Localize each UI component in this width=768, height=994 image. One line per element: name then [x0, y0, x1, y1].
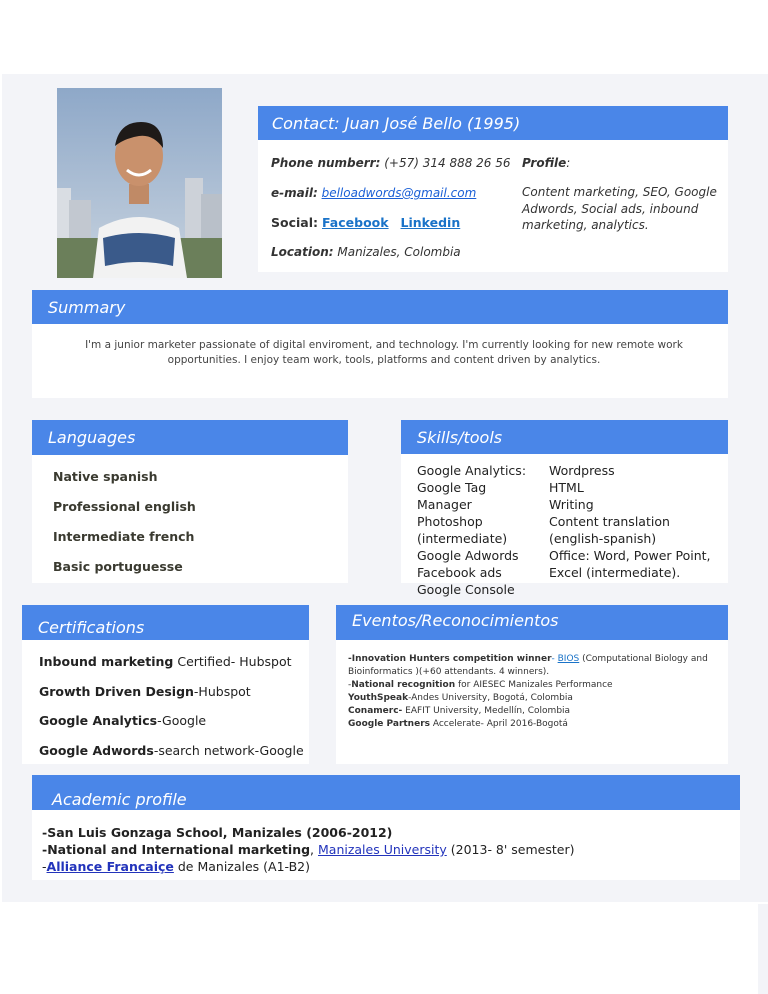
- cert-name: Google Adwords: [39, 742, 154, 758]
- summary-header: [32, 290, 728, 324]
- event-name: National recognition: [351, 680, 456, 690]
- academic-header: [32, 775, 740, 810]
- facebook-link[interactable]: Facebook: [322, 215, 389, 230]
- profile-photo-icon: [57, 88, 222, 278]
- language-item: Intermediate french: [53, 529, 195, 544]
- academic-sep: ,: [310, 842, 318, 857]
- skill-item: Facebook ads: [417, 565, 502, 580]
- profile-photo: [57, 88, 222, 278]
- events-list: [348, 653, 720, 731]
- skill-item: Google Console: [417, 582, 515, 597]
- certification-item: [39, 743, 307, 773]
- phone-value: (+57) 314 888 26 56: [380, 156, 511, 170]
- contact-header-text: Contact: Juan José Bello (1995): [272, 113, 521, 133]
- email-label: e-mail:: [271, 186, 318, 200]
- profile-text: Content marketing, SEO, Google Adwords, Social ads, inbound marketing, analytics.: [522, 185, 717, 232]
- skill-item: Office: Word, Power Point, Excel (intermediate).: [549, 548, 711, 580]
- certifications-header-text: Certifications: [38, 618, 145, 637]
- profile-label: Profile: [522, 156, 567, 170]
- event-name: Conamerc-: [348, 706, 403, 716]
- contact-header: [258, 106, 728, 140]
- contact-phone: [271, 156, 511, 170]
- languages-header: [32, 420, 348, 455]
- certifications-list: [39, 654, 307, 772]
- event-detail: Accelerate- April 2016-Bogotá: [430, 719, 568, 729]
- event-sep: -: [348, 680, 352, 690]
- cert-name: Google Analytics: [39, 713, 158, 728]
- skill-item: Google Analytics:: [417, 463, 527, 478]
- skills-col-2: [549, 462, 721, 581]
- profile-block: [522, 156, 718, 234]
- contact-email: [271, 186, 476, 200]
- page-edge: [758, 904, 768, 994]
- events-header: [336, 605, 728, 640]
- skills-header-text: Skills/tools: [417, 427, 503, 447]
- languages-list: [53, 469, 196, 589]
- alliance-francaise-link[interactable]: Alliance Francaiçe: [46, 859, 174, 874]
- academic-header-text: Academic profile: [52, 790, 187, 809]
- summary-text: I'm a junior marketer passionate of digital enviroment, and technology. I'm currently looking for new remote work opportunities. I enjoy team work, tools, platforms and content driven by analytics.: [85, 339, 683, 366]
- event-item: [348, 705, 720, 718]
- event-detail: -Andes University, Bogotá, Colombia: [408, 693, 573, 703]
- phone-label: Phone numberr:: [271, 156, 381, 170]
- social-label: Social:: [271, 215, 319, 230]
- event-name: Google Partners: [348, 719, 430, 729]
- event-item: [348, 653, 720, 679]
- language-item: Professional english: [53, 499, 196, 514]
- event-item: [348, 679, 720, 692]
- academic-item: [42, 841, 732, 858]
- manizales-university-link[interactable]: Manizales University: [318, 842, 447, 857]
- skills-header: [401, 420, 728, 454]
- academic-list: [42, 824, 732, 875]
- events-header-text: Eventos/Reconocimientos: [352, 611, 559, 630]
- academic-detail: de Manizales (A1-B2): [173, 859, 311, 874]
- summary-header-text: Summary: [48, 297, 126, 317]
- academic-item: -San Luis Gonzaga School, Manizales (2006-2012): [42, 825, 393, 840]
- academic-item: [42, 858, 732, 875]
- cert-issuer: -Hubspot: [193, 683, 251, 699]
- certifications-header: [22, 605, 309, 640]
- contact-social: [271, 215, 460, 230]
- cert-name: Inbound marketing: [39, 654, 174, 669]
- event-detail: EAFIT University, Medellín, Colombia: [402, 706, 571, 716]
- certification-item: [39, 654, 307, 684]
- profile-colon: :: [566, 156, 571, 170]
- skill-item: Google Tag Manager: [417, 480, 487, 512]
- certification-item: [39, 684, 307, 714]
- event-item: [348, 692, 720, 705]
- skill-item: Content translation (english-spanish): [549, 514, 670, 546]
- event-detail: (Computational Biology and Bioinformatics )(+60 attendants. 4 winners).: [348, 654, 708, 677]
- cert-issuer: -Google: [157, 713, 207, 728]
- location-label: Location:: [271, 245, 334, 259]
- event-name: -Innovation Hunters competition winner: [348, 654, 552, 664]
- academic-program: -National and International marketing: [42, 842, 311, 857]
- event-sep: -: [551, 654, 558, 664]
- linkedin-link[interactable]: Linkedin: [400, 215, 461, 230]
- language-item: Basic portuguesse: [53, 559, 183, 574]
- event-item: [348, 718, 720, 731]
- certification-item: [39, 713, 307, 743]
- bios-link[interactable]: BIOS: [557, 654, 580, 664]
- cert-issuer: Certified- Hubspot: [173, 654, 292, 669]
- skill-item: Writing: [549, 497, 594, 512]
- skills-col-1: [417, 462, 543, 598]
- skill-item: Google Adwords: [417, 548, 519, 563]
- event-detail: for AIESEC Manizales Performance: [455, 680, 613, 690]
- skill-item: Wordpress: [549, 463, 615, 478]
- academic-sep: -: [42, 859, 47, 874]
- contact-location: [271, 245, 461, 259]
- languages-header-text: Languages: [48, 428, 136, 447]
- skill-item: HTML: [549, 480, 584, 495]
- skill-item: Photoshop (intermediate): [417, 514, 508, 546]
- academic-detail: (2013- 8' semester): [446, 842, 575, 857]
- cert-issuer: -search network-Google: [153, 742, 304, 758]
- cert-name: Growth Driven Design: [39, 683, 194, 699]
- location-value: Manizales, Colombia: [333, 245, 461, 259]
- email-link[interactable]: belloadwords@gmail.com: [321, 186, 477, 200]
- language-item: Native spanish: [53, 469, 158, 484]
- event-name: YouthSpeak: [348, 693, 409, 703]
